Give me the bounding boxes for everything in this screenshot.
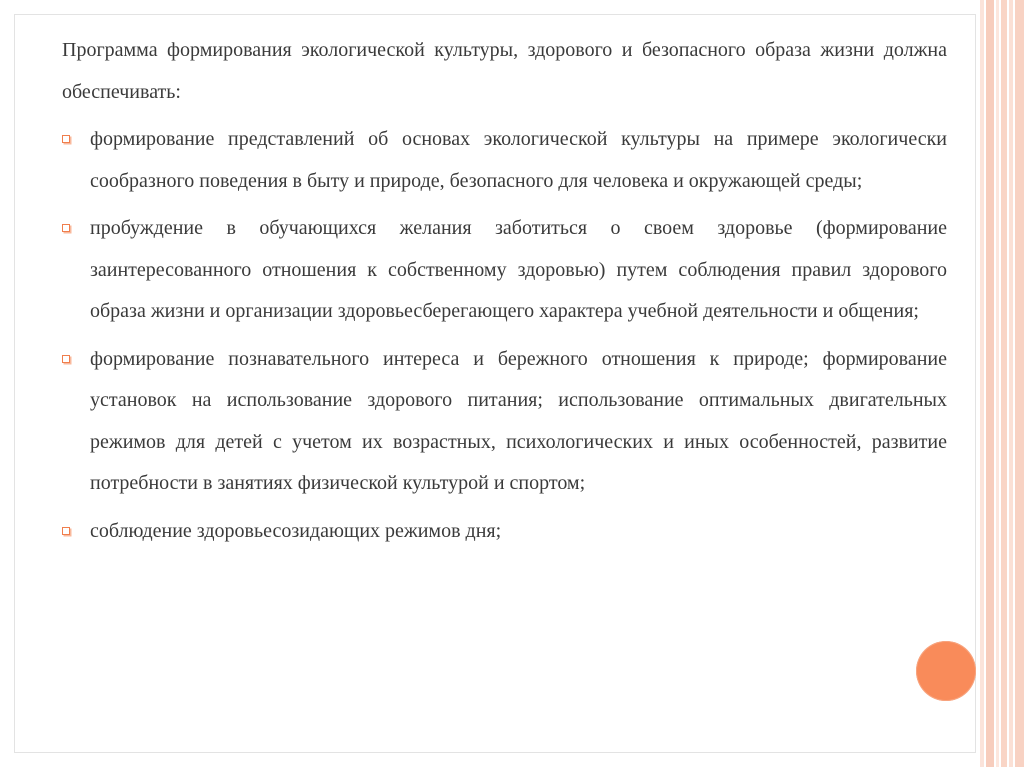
decorative-stripe: [986, 0, 994, 767]
decorative-stripe: [1015, 0, 1024, 767]
square-bullet-icon: [62, 355, 70, 363]
decorative-stripe: [1001, 0, 1007, 767]
bullet-list: [62, 119, 947, 552]
list-item-text: формирование познавательного интереса и бережного отношения к природе; формирование установок на использование здорового питания; использование оптимальных двигательных режимов для детей с учетом их возрастных, психологических и иных особенностей, развитие потребности в занятиях физической культурой и спортом;: [90, 347, 947, 494]
decorative-stripe: [1009, 0, 1013, 767]
list-item: [62, 339, 947, 505]
list-item: [62, 511, 947, 553]
square-bullet-icon: [62, 224, 70, 232]
decorative-circle: [916, 641, 976, 701]
list-item-text: пробуждение в обучающихся желания заботиться о своем здоровье (формирование заинтересованного отношения к собственному здоровью) путем соблюдения правил здорового образа жизни и организации здоровьесберегающего характера учебной деятельности и общения;: [90, 217, 947, 322]
list-item: [62, 208, 947, 333]
list-item: [62, 119, 947, 202]
square-bullet-icon: [62, 527, 70, 535]
decorative-stripe: [996, 0, 999, 767]
square-bullet-icon: [62, 135, 70, 143]
list-item-text: соблюдение здоровьесозидающих режимов дня;: [90, 519, 502, 542]
decorative-stripe: [980, 0, 984, 767]
intro-paragraph: Программа формирования экологической культуры, здорового и безопасного образа жизни должна обеспечивать:: [62, 39, 947, 103]
slide-content: [62, 30, 947, 552]
list-item-text: формирование представлений об основах экологической культуры на примере экологически сообразного поведения в быту и природе, безопасного для человека и окружающей среды;: [90, 128, 947, 192]
